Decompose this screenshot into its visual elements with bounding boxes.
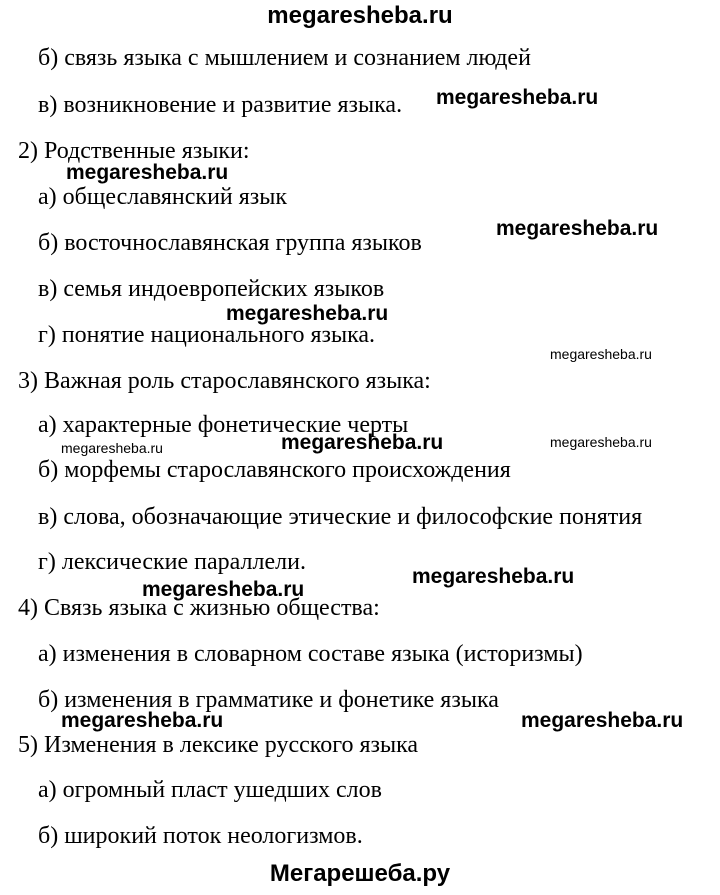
- watermark: megaresheba.ru: [412, 565, 575, 588]
- text-line: б) изменения в грамматике и фонетике языка: [38, 687, 499, 713]
- watermark: megaresheba.ru: [550, 346, 652, 362]
- watermark: megaresheba.ru: [436, 86, 599, 109]
- watermark: megaresheba.ru: [61, 440, 163, 456]
- watermark: megaresheba.ru: [226, 302, 389, 325]
- text-line: в) слова, обозначающие этические и философские понятия: [38, 504, 643, 530]
- text-line: а) изменения в словарном составе языка (историзмы): [38, 641, 583, 667]
- text-line: 3) Важная роль старославянского языка:: [18, 368, 431, 394]
- text-line: 5) Изменения в лексике русского языка: [18, 732, 419, 758]
- text-line: в) возникновение и развитие языка.: [38, 92, 403, 118]
- watermark: megaresheba.ru: [550, 434, 652, 450]
- text-line: в) семья индоевропейских языков: [38, 276, 385, 302]
- text-line: б) морфемы старославянского происхождения: [38, 457, 511, 483]
- watermark: megaresheba.ru: [281, 431, 444, 454]
- text-line: б) восточнославянская группа языков: [38, 230, 422, 256]
- watermark: megaresheba.ru: [142, 578, 305, 601]
- text-line: б) связь языка с мышлением и сознанием людей: [38, 45, 531, 71]
- text-line: а) характерные фонетические черты: [38, 412, 409, 438]
- text-line: г) лексические параллели.: [38, 549, 306, 575]
- text-line: а) общеславянский язык: [38, 184, 288, 210]
- text-line: а) огромный пласт ушедших слов: [38, 777, 382, 803]
- text-line: б) широкий поток неологизмов.: [38, 823, 363, 849]
- text-line: 4) Связь языка с жизнью общества:: [18, 595, 380, 621]
- watermark: megaresheba.ru: [496, 217, 659, 240]
- watermark: megaresheba.ru: [61, 709, 224, 732]
- footer-watermark: Мегарешеба.ру: [269, 860, 451, 887]
- header-watermark: megaresheba.ru: [267, 2, 453, 29]
- watermark: megaresheba.ru: [66, 161, 229, 184]
- watermark: megaresheba.ru: [521, 709, 684, 732]
- text-line: г) понятие национального языка.: [38, 322, 376, 348]
- text-line: 2) Родственные языки:: [18, 138, 250, 164]
